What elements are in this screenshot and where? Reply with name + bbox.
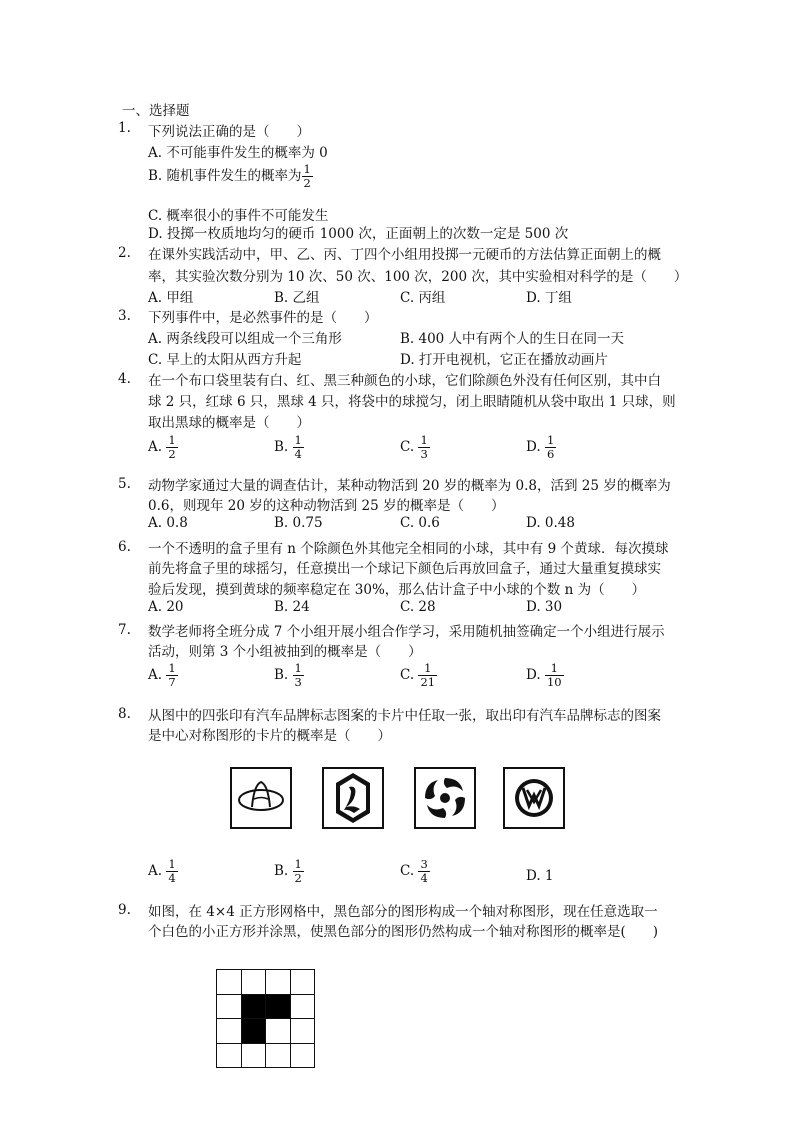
question-stem-line: 在课外实践活动中，甲、乙、丙、丁四个小组用投掷一元硬币的方法估算正面朝上的概: [148, 247, 661, 263]
numerator: 1: [294, 661, 302, 675]
logo-card-1: [230, 767, 292, 829]
grid-cell: [265, 969, 291, 995]
denominator: 3: [294, 675, 302, 689]
fraction: [166, 858, 177, 885]
fraction: [418, 434, 429, 461]
question-stem-line: 取出黑球的概率是（ ）: [148, 415, 310, 431]
fraction: [545, 662, 564, 689]
grid-cell: [241, 1018, 267, 1044]
grid-cell: [290, 1043, 316, 1069]
option-a: [148, 434, 178, 461]
question-number: 3.: [118, 308, 131, 324]
denominator: 21: [420, 675, 436, 689]
numerator: 1: [303, 162, 311, 176]
grid-cell: [216, 1043, 242, 1069]
option-b: B. 0.75: [274, 515, 323, 531]
question-stem-line: 前先将盒子里的球摇匀，任意摸出一个球记下颜色后再放回盒子，通过大量重复摸球实: [148, 561, 661, 577]
option-c: C. 丙组: [400, 290, 446, 306]
option-a: A. 0.8: [148, 515, 188, 531]
numerator: 1: [418, 662, 437, 676]
question-number: 1.: [118, 120, 131, 136]
swirl-logo-icon: [416, 769, 474, 827]
question-stem-line: 率，其实验次数分别为 10 次、50 次、100 次，200 次，其中实验相对科学的是（ ）: [148, 269, 688, 285]
question-number: 6.: [118, 539, 131, 555]
option-b: [274, 434, 304, 461]
grid-cell: [265, 1043, 291, 1069]
fraction: [166, 662, 177, 689]
shield-logo-icon: [324, 769, 382, 827]
question-stem-line: 如图，在 4×4 正方形网格中，黑色部分的图形构成一个轴对称图形，现在任意选取一: [148, 904, 658, 920]
option-a: A. 20: [148, 599, 184, 615]
numerator: 1: [168, 661, 176, 675]
grid-cell: [265, 994, 291, 1020]
option-a: [148, 858, 178, 885]
numerator: 1: [294, 857, 302, 871]
option-label: C.: [400, 863, 415, 879]
option-label: B.: [274, 439, 289, 455]
option-a: A. 两条线段可以组成一个三角形: [148, 331, 342, 347]
question-number: 5.: [118, 476, 131, 492]
option-c: C. 早上的太阳从西方升起: [148, 352, 302, 368]
grid-cell: [290, 969, 316, 995]
numerator: 1: [168, 857, 176, 871]
grid-cell: [290, 1018, 316, 1044]
grid-cell: [241, 969, 267, 995]
question-stem-line: 0.6，则现年 20 岁的这种动物活到 25 岁的概率是（ ）: [148, 498, 505, 514]
question-stem-line: 数学老师将全班分成 7 个小组开展小组合作学习，采用随机抽签确定一个小组进行展示: [148, 624, 665, 640]
option-c: C. 28: [400, 599, 436, 615]
option-label: D.: [526, 667, 541, 683]
option-label: A.: [148, 667, 163, 683]
denominator: 7: [168, 675, 176, 689]
question-stem-line: 验后发现，摸到黄球的频率稳定在 30%，那么估计盒子中小球的个数 n 为（ ）: [148, 582, 646, 598]
denominator: 2: [294, 871, 302, 885]
numerator: 1: [420, 433, 428, 447]
grid-cell: [290, 994, 316, 1020]
logo-card-2: [322, 767, 384, 829]
option-label: D.: [526, 439, 541, 455]
option-d: D. 1: [526, 868, 554, 884]
grid-figure: [216, 969, 316, 1069]
question-number: 8.: [118, 706, 131, 722]
option-b: B. 乙组: [274, 290, 320, 306]
option-b: B. 400 人中有两个人的生日在同一天: [400, 331, 625, 347]
fraction: [418, 662, 437, 689]
option-label: A.: [148, 439, 163, 455]
option-b: [274, 662, 304, 689]
option-a: [148, 662, 178, 689]
option-b: [148, 163, 313, 190]
option-d: D. 打开电视机，它正在播放动画片: [400, 352, 608, 368]
option-label: A.: [148, 863, 163, 879]
fraction: [293, 434, 304, 461]
option-c: C. 0.6: [400, 515, 440, 531]
vw-logo-icon: [505, 769, 563, 827]
denominator: 3: [420, 447, 428, 461]
grid-cell: [216, 969, 242, 995]
option-a: A. 甲组: [148, 290, 194, 306]
fraction: [418, 858, 429, 885]
question-stem-line: 活动，则第 3 个小组被抽到的概率是（ ）: [148, 644, 422, 660]
question-stem: 下列说法正确的是（ ）: [148, 124, 310, 140]
option-label: B.: [274, 667, 289, 683]
option-d: D. 30: [526, 599, 563, 615]
numerator: 1: [294, 433, 302, 447]
question-stem-line: 动物学家通过大量的调查估计，某种动物活到 20 岁的概率为 0.8，活到 25 岁的概率为: [148, 478, 671, 494]
denominator: 4: [294, 447, 302, 461]
question-stem-line: 个白色的小正方形并涂黑，使黑色部分的图形仍然构成一个轴对称图形的概率是( ): [148, 924, 659, 940]
question-stem: 下列事件中，是必然事件的是（ ）: [148, 310, 378, 326]
option-d: [526, 662, 564, 689]
question-stem-line: 从图中的四张印有汽车品牌标志图案的卡片中任取一张，取出印有汽车品牌标志的图案: [148, 708, 661, 724]
option-d: D. 丁组: [526, 290, 572, 306]
numerator: 1: [546, 433, 555, 447]
question-number: 7.: [118, 622, 131, 638]
option-d: [526, 434, 556, 461]
option-label: C.: [400, 439, 415, 455]
question-stem-line: 球 2 只，红球 6 只，黑球 4 只，将袋中的球搅匀，闭上眼睛随机从袋中取出 1 只球，则: [148, 394, 676, 410]
fraction: [293, 662, 304, 689]
option-b-text: B. 随机事件发生的概率为: [148, 168, 302, 184]
option-d: D. 0.48: [526, 515, 575, 531]
question-number: 4.: [118, 371, 131, 387]
grid-cell: [216, 994, 242, 1020]
question-number: 2.: [118, 245, 131, 261]
option-c: [400, 434, 430, 461]
car-logo-icon: [232, 769, 290, 827]
fraction: [302, 163, 313, 190]
option-d: D. 投掷一枚质地均匀的硬币 1000 次，正面朝上的次数一定是 500 次: [148, 226, 569, 242]
numerator: 1: [168, 433, 176, 447]
grid-cell: [216, 1018, 242, 1044]
question-stem-line: 一个不透明的盒子里有 n 个除颜色外其他完全相同的小球，其中有 9 个黄球．每次摸球: [148, 541, 669, 557]
denominator: 4: [168, 871, 176, 885]
numerator: 1: [545, 662, 564, 676]
question-stem-line: 是中心对称图形的卡片的概率是（ ）: [148, 728, 391, 744]
fraction: [293, 858, 304, 885]
denominator: 2: [168, 447, 176, 461]
option-b: B. 24: [274, 599, 310, 615]
option-c: [400, 662, 437, 689]
fraction: [545, 434, 556, 461]
option-label: C.: [400, 667, 415, 683]
option-b: [274, 858, 304, 885]
numerator: 3: [420, 857, 428, 871]
section-title: 一、选择题: [122, 103, 190, 119]
grid-cell: [241, 994, 267, 1020]
question-number: 9.: [118, 902, 131, 918]
denominator: 4: [420, 871, 428, 885]
fraction: [166, 434, 177, 461]
denominator: 10: [546, 675, 562, 689]
option-c: C. 概率很小的事件不可能发生: [148, 208, 329, 224]
denominator: 6: [546, 447, 555, 461]
option-c: [400, 858, 430, 885]
option-label: B.: [274, 863, 289, 879]
question-stem-line: 在一个布口袋里装有白、红、黑三种颜色的小球，它们除颜色外没有任何区别，其中白: [148, 373, 661, 389]
logo-card-3: [414, 767, 476, 829]
logo-card-4: [503, 767, 565, 829]
option-a: A. 不可能事件发生的概率为 0: [148, 145, 328, 161]
grid-cell: [241, 1043, 267, 1069]
denominator: 2: [303, 176, 311, 190]
grid-cell: [265, 1018, 291, 1044]
